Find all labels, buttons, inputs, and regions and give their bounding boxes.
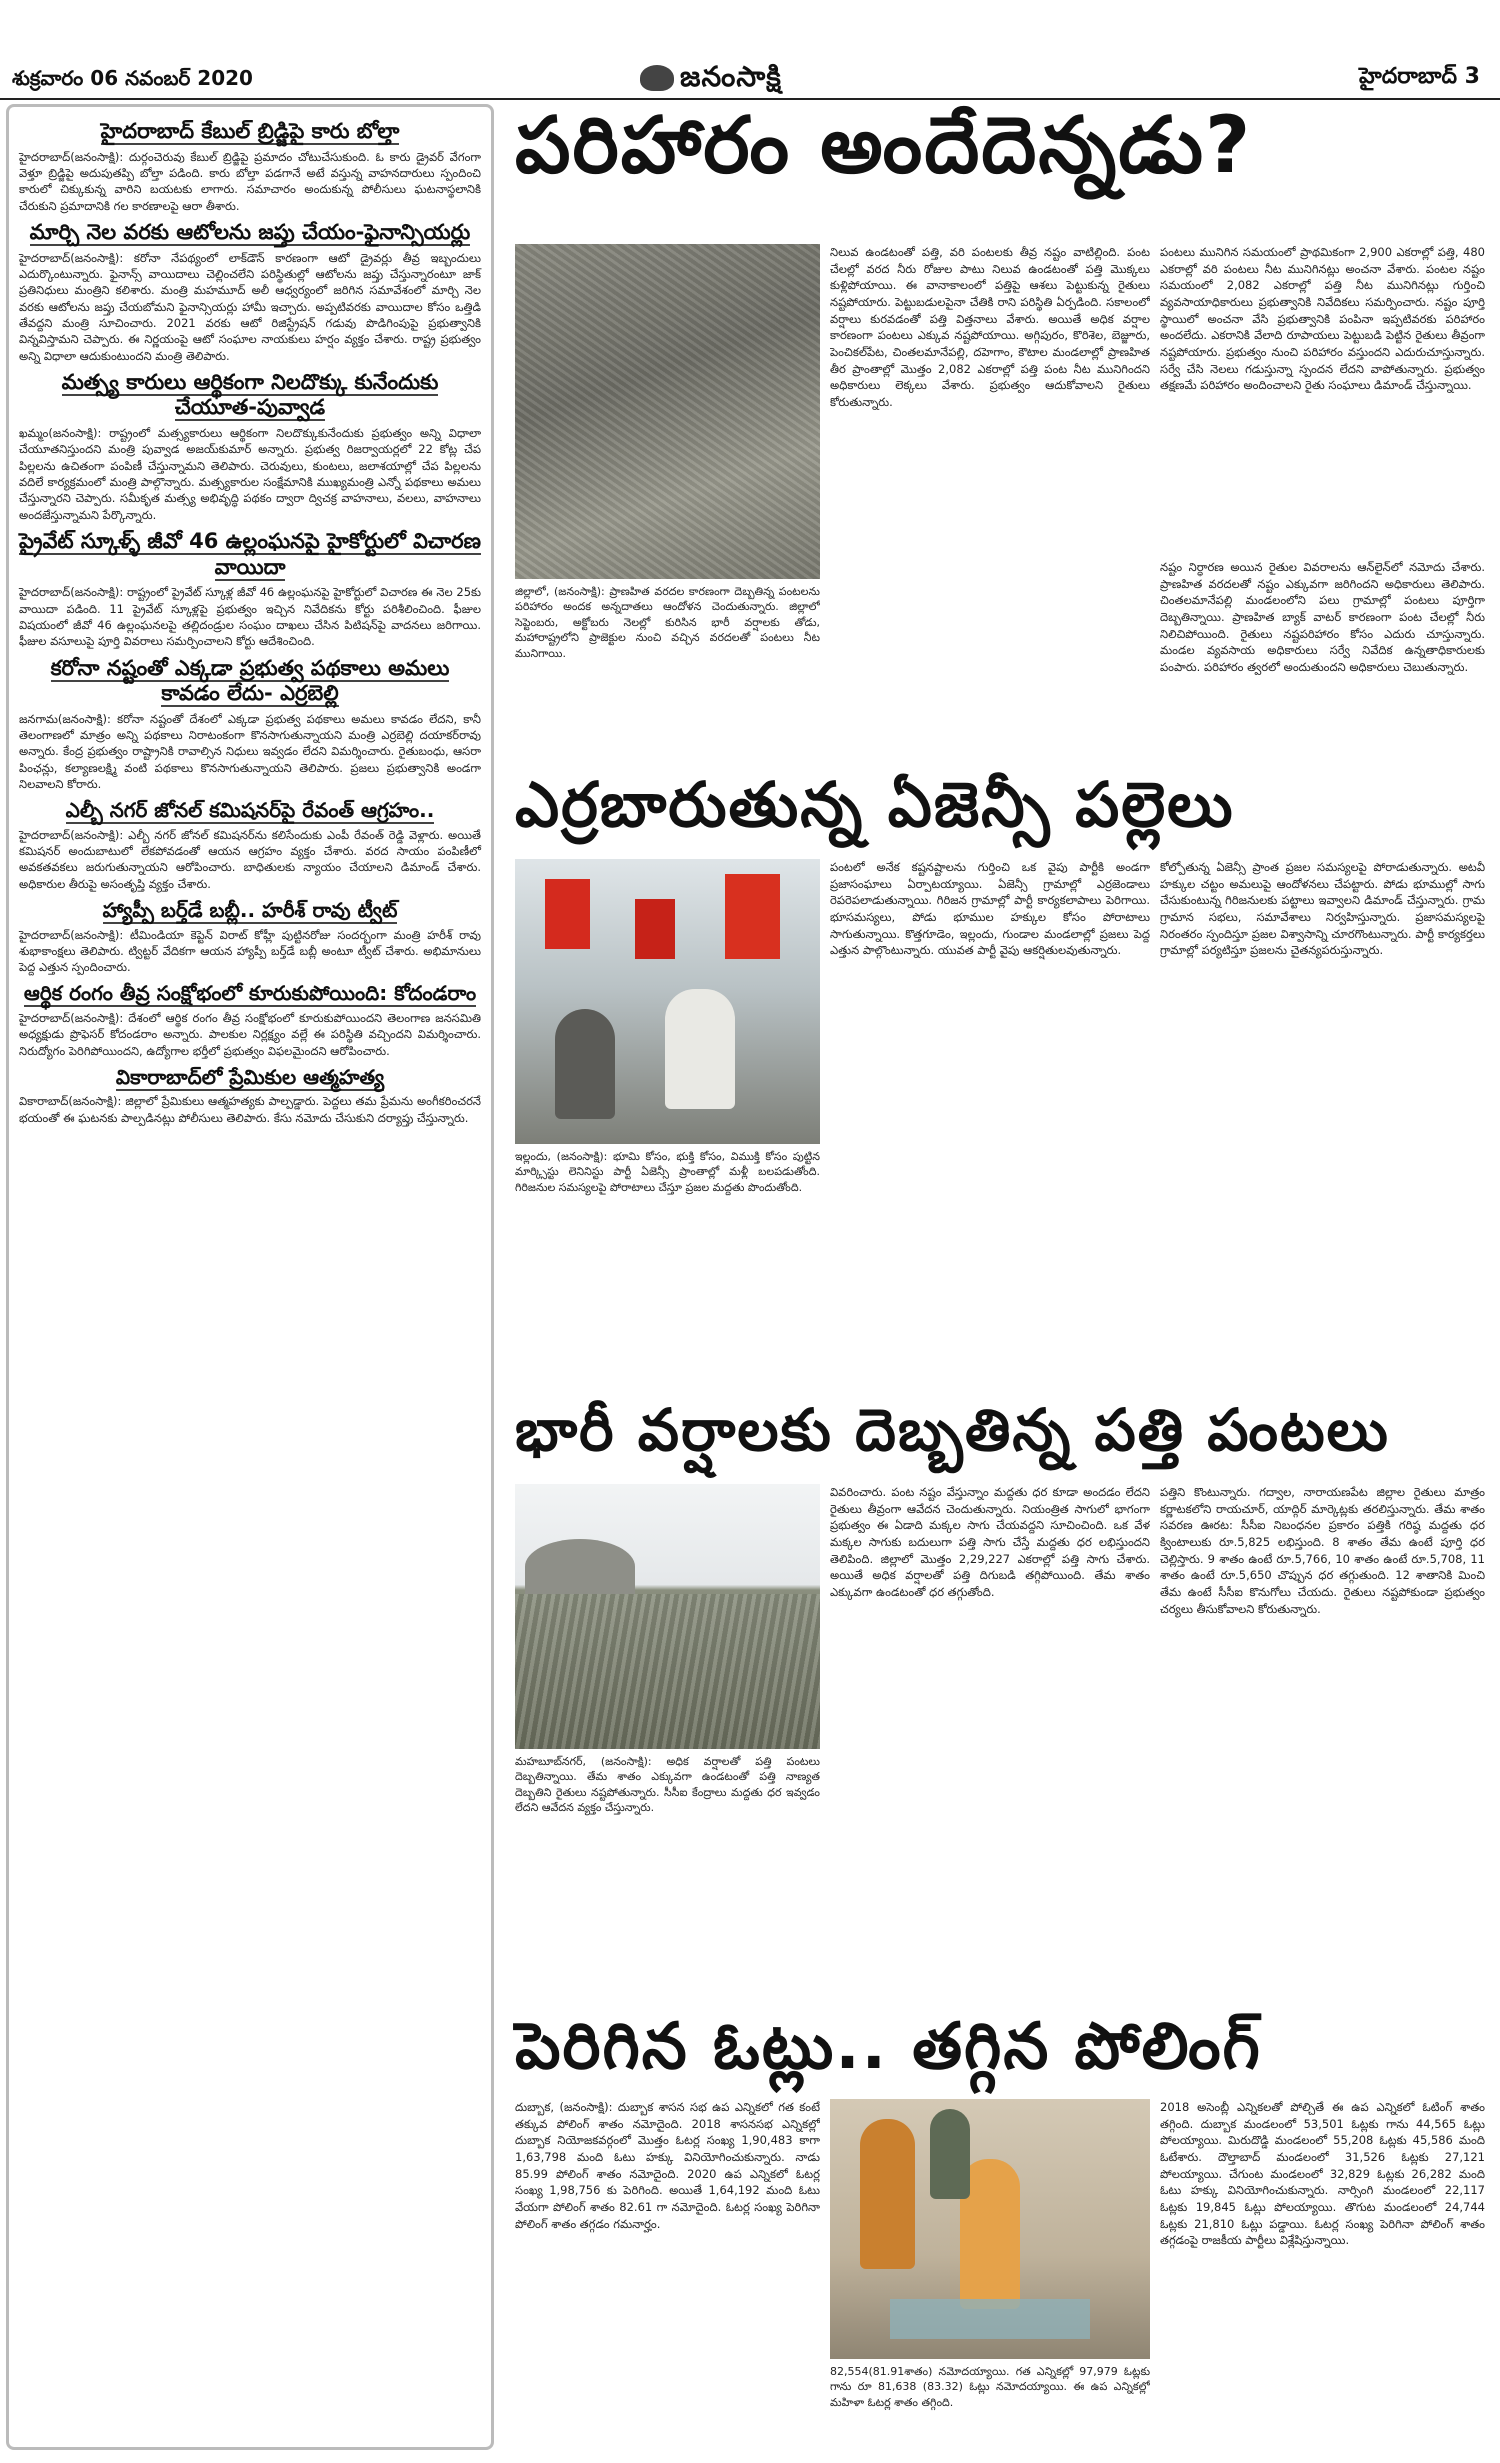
brief-body: ఖమ్మం(జనంసాక్షి): రాష్ట్రంలో మత్స్యకారులు ఆర్థికంగా నిలదొక్కుకునేందుకు ప్రభుత్వం అన్ని విధాలా చేయూతనిస్తుందని మంత్రి పువ్వాడ అజయ్‌కుమార్ అన్నారు. ప్రభుత్వ రిజర్వాయర్లలో 22 కోట్ల చేప పిల్లలను ఉచితంగా పంపిణీ చేస్తున్నామని తెలిపారు. చెరువులు, కుంటలు, జలాశయాల్లో చేప పిల్లలను వదిలే కార్యక్రమంలో మంత్రి పాల్గొన్నారు. మత్స్యకారుల సంక్షేమానికి ముఖ్యమంత్రి ఎన్నో పథకాలు అమలు చేస్తున్నారని చెప్పారు. సమీకృత మత్స్య అభివృద్ధి పథకం ద్వారా ద్విచక్ర వాహనాలు, వలలు, వాహనాలు అందజేస్తున్నామని పేర్కొన్నారు. [19, 426, 481, 522]
brief-headline: మార్చి నెల వరకు ఆటోలను జప్తు చేయం-ఫైనాన్సియర్లు [29, 219, 471, 244]
main-stories [505, 101, 1493, 2450]
brief-body: జనగామ(జనంసాక్షి): కరోనా నష్టంతో దేశంలో ఎక్కడా ప్రభుత్వ పథకాలు అమలు కావడం లేదని, కానీ తెలంగాణలో మాత్రం అన్ని పథకాలు నిరాటంకంగా కొనసాగుతున్నాయని మంత్రి ఎర్రబెల్లి దయాకర్‌రావు అన్నారు. కేంద్ర ప్రభుత్వం రాష్ట్రానికి రావాల్సిన నిధులు ఇవ్వడం లేదని విమర్శించారు. రైతుబంధు, ఆసరా పింఛన్లు, కల్యాణలక్ష్మి వంటి పథకాలు కొనసాగుతున్నాయని తెలిపారు. ప్రజలు ప్రభుత్వానికి అండగా నిలవాలని కోరారు. [19, 711, 481, 792]
masthead [0, 0, 1500, 100]
brief-headline: వికారాబాద్‌లో ప్రేమికుల ఆత్మహత్య [115, 1064, 385, 1089]
story-column: పంటలో అనేక కష్టనష్టాలను గుర్తించి ఒక వైపు పార్టీకి అండగా ప్రజాసంఘాలు ఏర్పాటయ్యాయి. ఏజెన్సీ గ్రామాల్లో ఎర్రజెండాలు రెపరెపలాడుతున్నాయి. గిరిజన గ్రామాల్లో పార్టీ కార్యకలాపాలు పెరిగాయి. భూసమస్యలు, పోడు భూముల హక్కుల కోసం పోరాటాలు సాగుతున్నాయి. కొత్తగూడెం, ఇల్లందు, గుండాల మండలాల్లో ప్రజలు పెద్ద ఎత్తున పాల్గొంటున్నారు. యువత పార్టీ వైపు ఆకర్షితులవుతున్నారు. [830, 860, 1150, 958]
brief-story [19, 656, 481, 793]
newspaper-logo [640, 60, 782, 100]
brief-body: హైదరాబాద్(జనంసాక్షి): కరోనా నేపథ్యంలో లాక్‌డౌన్ కారణంగా ఆటో డ్రైవర్లు తీవ్ర ఇబ్బందులు ఎదుర్కొంటున్నారు. ఫైనాన్స్ వాయిదాలు చెల్లించలేని పరిస్థితుల్లో ఆటోలను జప్తు చేస్తున్నారంటూ జాక్ ప్రతినిధులు మంత్రిని కలిశారు. మంత్రి మహమూద్ అలీ ఆధ్వర్యంలో జరిగిన సమావేశంలో మార్చి నెల వరకు ఆటోలను జప్తు చేయబోమని ఫైనాన్సియర్లు హామీ ఇచ్చారు. అప్పటివరకు వాయిదాల కోసం ఒత్తిడి తేవద్దని మంత్రి సూచించారు. 2021 వరకు ఆటో రిజిస్ట్రేషన్ గడువు పొడిగింపుపై ప్రభుత్వానికి విన్నవిస్తామని చెప్పారు. ఈ నిర్ణయంపై ఆటో సంఘాల నాయకులు హర్షం వ్యక్తం చేశారు. రాష్ట్ర ప్రభుత్వం అన్ని విధాలా ఆదుకుంటుందని మంత్రి తెలిపారు. [19, 250, 481, 363]
brief-story [19, 981, 481, 1058]
story-column: దుబ్బాక, (జనంసాక్షి): దుబ్బాక శాసన సభ ఉప ఎన్నికలో గత కంటే తక్కువ పోలింగ్ శాతం నమోదైంది. 2018 శాసనసభ ఎన్నికల్లో దుబ్బాక నియోజకవర్గంలో మొత్తం ఓటర్ల సంఖ్య 1,90,483 కాగా 1,63,798 మంది ఓటు హక్కు వినియోగించుకున్నారు. నాడు 85.99 పోలింగ్ శాతం నమోదైంది. 2020 ఉప ఎన్నికలో ఓటర్ల సంఖ్య 1,98,756 కు పెరిగింది. అయితే 1,64,192 మంది ఓటు వేయగా పోలింగ్ శాతం 82.61 గా నమోదైంది. ఓటర్ల సంఖ్య పెరిగినా పోలింగ్ శాతం తగ్గడం గమనార్హం. [515, 2100, 820, 2231]
story-column: పంటలు మునిగిన సమయంలో ప్రాథమికంగా 2,900 ఎకరాల్లో పత్తి, 480 ఎకరాల్లో వరి పంటలు నీట మునిగినట్లు అంచనా వేశారు. పంటల నష్టం సమయంలో 2,082 ఎకరాల్లో పత్తి నీట మునిగినట్లు గుర్తించి వ్యవసాయాధికారులు ప్రభుత్వానికి నివేదికలు సమర్పించారు. నష్టం పూర్తి స్థాయిలో అంచనా వేసి ప్రభుత్వానికి పంపినా ఇప్పటివరకు పరిహారం అందలేదు. ఎకరానికి వేలాది రూపాయలు పెట్టుబడి పెట్టిన రైతులు తీవ్రంగా నష్టపోయారు. ప్రభుత్వం నుంచి పరిహారం వస్తుందని ఎదురుచూస్తున్నారు. సర్వే చేసి నెలలు గడుస్తున్నా స్పందన లేదని వాపోతున్నారు. ప్రభుత్వం తక్షణమే పరిహారం అందించాలని రైతు సంఘాలు డిమాండ్ చేస్తున్నాయి. [1160, 245, 1485, 393]
story-headline: పరిహారం అందేదెన్నడు? [515, 101, 1253, 191]
story-column: 2018 అసెంబ్లీ ఎన్నికలతో పోల్చితే ఈ ఉప ఎన్నికలో ఓటింగ్ శాతం తగ్గింది. దుబ్బాక మండలంలో 53,501 ఓట్లకు గాను 44,565 ఓట్లు పోలయ్యాయి. మిరుదొడ్డి మండలంలో 55,208 ఓట్లకు 45,586 మంది ఓటేశారు. దౌల్తాబాద్ మండలంలో 31,526 ఓట్లకు 27,121 పోలయ్యాయి. చేగుంట మండలంలో 32,829 ఓట్లకు 26,282 మంది ఓటు హక్కు వినియోగించుకున్నారు. నార్సింగి మండలంలో 22,117 ఓట్లకు 19,845 ఓట్లు పోలయ్యాయి. తొగుట మండలంలో 24,744 ఓట్లకు 21,810 ఓట్లు పడ్డాయి. ఓటర్ల సంఖ్య పెరిగినా పోలింగ్ శాతం తగ్గడంపై రాజకీయ పార్టీలు విశ్లేషిస్తున్నాయి. [1160, 2100, 1485, 2248]
brief-story [19, 898, 481, 975]
red-flag-icon [545, 879, 590, 949]
brief-body: హైదరాబాద్(జనంసాక్షి): టీమిండియా కెప్టెన్ విరాట్ కోహ్లీ పుట్టినరోజు సందర్భంగా మంత్రి హరీశ్ రావు శుభాకాంక్షలు తెలిపారు. ట్విట్టర్ వేదికగా ఆయన హ్యాప్పీ బర్త్‌డే బబ్లీ అంటూ ట్వీట్ చేశారు. అభిమానులు పెద్ద ఎత్తున స్పందించారు. [19, 927, 481, 975]
polling-booth-photo [830, 2099, 1150, 2359]
brief-headline: ప్రైవేట్ స్కూళ్ళ్ జీవో 46 ఉల్లంఘనపై హైకోర్టులో విచారణ వాయిదా [19, 529, 481, 579]
brief-body: హైదరాబాద్(జనంసాక్షి): రాష్ట్రంలో ప్రైవేట్ స్కూళ్ల జీవో 46 ఉల్లంఘనపై హైకోర్టులో విచారణ ఈ నెల 25కు వాయిదా పడింది. 11 ప్రైవేట్ స్కూళ్లపై ప్రభుత్వం ఇచ్చిన నివేదికను కోర్టు పరిశీలించింది. ఫీజుల విషయంలో జీవో 46 ఉల్లంఘనలపై తల్లిదండ్రుల సంఘం దాఖలు చేసిన పిటిషన్‌పై వాదనలు జరిగాయి. ఫీజుల వసూలుపై పూర్తి వివరాలు సమర్పించాలని కోర్టు ఆదేశించింది. [19, 585, 481, 649]
brief-body: వికారాబాద్(జనంసాక్షి): జిల్లాలో ప్రేమికులు ఆత్మహత్యకు పాల్పడ్డారు. పెద్దలు తమ ప్రేమను అంగీకరించరనే భయంతో ఈ ఘటనకు పాల్పడినట్లు పోలీసులు తెలిపారు. కేసు నమోదు చేసుకుని దర్యాప్తు చేస్తున్నారు. [19, 1094, 481, 1125]
brief-story [19, 1065, 481, 1126]
brief-story [19, 370, 481, 523]
story-headline: భారీ వర్షాలకు దెబ్బతిన్న పత్తి పంటలు [515, 1396, 1390, 1464]
brief-headline: మత్స్య కారులు ఆర్థికంగా నిలదొక్కు కునేందుకు చేయూత-పువ్వాడ [61, 369, 439, 420]
story-headline: ఎర్రబారుతున్న ఏజెన్సీ పల్లెలు [515, 768, 1235, 841]
brief-headline: హ్యాప్పీ బర్త్‌డే బబ్లీ.. హరీశ్ రావు ట్వీట్ [102, 898, 398, 923]
brief-headline: హైదరాబాద్ కేబుల్ బ్రిడ్జిపై కారు బోల్తా [100, 119, 400, 143]
photo-caption: ఇల్లందు, (జనంసాక్షి): భూమి కోసం, భుక్తి కోసం, విముక్తి కోసం పుట్టిన మార్క్సిస్టు లెనినిస్టు పార్టీ ఏజెన్సీ ప్రాంతాల్లో మళ్లీ బలపడుతోంది. గిరిజనుల సమస్యలపై పోరాటాలు చేస్తూ ప్రజల మద్దతు పొందుతోంది. [515, 1150, 820, 1194]
rally-photo [515, 859, 820, 1144]
brief-body: హైదరాబాద్(జనంసాక్షి): దేశంలో ఆర్థిక రంగం తీవ్ర సంక్షోభంలో కూరుకుపోయిందని తెలంగాణ జనసమితి అధ్యక్షుడు ప్రొఫెసర్ కోదండరాం అన్నారు. పాలకుల నిర్లక్ష్యం వల్లే ఈ పరిస్థితి వచ్చిందని విమర్శించారు. నిరుద్యోగం పెరిగిపోయిందని, ఉద్యోగాల భర్తీలో ప్రభుత్వం విఫలమైందని ఆరోపించారు. [19, 1010, 481, 1058]
story-column: నష్టం నిర్ధారణ అయిన రైతుల వివరాలను ఆన్‌లైన్‌లో నమోదు చేశారు. ప్రాణహిత వరదలతో నష్టం ఎక్కువగా జరిగిందని అధికారులు తెలిపారు. చింతలమానేపల్లి మండలంలోని పలు గ్రామాల్లో పంటలు పూర్తిగా దెబ్బతిన్నాయి. ప్రాణహిత బ్యాక్ వాటర్ కారణంగా పంట చేలల్లో నీరు నిలిచిపోయింది. రైతులు నష్టపరిహారం కోసం ఎదురు చూస్తున్నారు. మండల వ్యవసాయ అధికారులు సర్వే నివేదిక ఉన్నతాధికారులకు పంపారు. పరిహారం త్వరలో అందుతుందని అధికారులు చెబుతున్నారు. [1160, 560, 1485, 675]
photo-caption: మహబూబ్‌నగర్, (జనంసాక్షి): అధిక వర్షాలతో పత్తి పంటలు దెబ్బతిన్నాయి. తేమ శాతం ఎక్కువగా ఉండటంతో పత్తి నాణ్యత దెబ్బతిని రైతులు నష్టపోతున్నారు. సీసీఐ కేంద్రాలు మద్దతు ధర ఇవ్వడం లేదని ఆవేదన వ్యక్తం చేస్తున్నారు. [515, 1755, 820, 1815]
brief-headline: ఆర్థిక రంగం తీవ్ర సంక్షోభంలో కూరుకుపోయింది: కోదండరాం [23, 981, 477, 1006]
photo-caption: జిల్లాలో, (జనంసాక్షి): ప్రాణహిత వరదల కారణంగా దెబ్బతిన్న పంటలను పరిహారం అందక అన్నదాతలు ఆందోళన చెందుతున్నారు. జిల్లాలో సెప్టెంబరు, అక్టోబరు నెలల్లో కురిసిన భారీ వర్షాలకు తోడు, మహారాష్ట్రలోని ప్రాజెక్టుల నుంచి వచ్చిన వరదలతో పంటలు నీట మునిగాయి. [515, 585, 820, 660]
news-briefs-sidebar [6, 104, 494, 2450]
brief-story [19, 798, 481, 892]
brief-story [19, 119, 481, 214]
flooded-crop-photo [515, 244, 820, 579]
brief-body: హైదరాబాద్(జనంసాక్షి): ఎల్బీ నగర్ జోనల్ కమిషనర్‌ను కలిసేందుకు ఎంపీ రేవంత్ రెడ్డి వెళ్లారు. అయితే కమిషనర్ అందుబాటులో లేకపోవడంతో ఆయన ఆగ్రహం వ్యక్తం చేశారు. వరద సాయం పంపిణీలో అవకతవకలు జరుగుతున్నాయని ఆరోపించారు. బాధితులకు న్యాయం చేయాలని డిమాండ్ చేశారు. అధికారుల తీరుపై అసంతృప్తి వ్యక్తం చేశారు. [19, 827, 481, 891]
city-page-number: హైదరాబాద్ 3 [1359, 64, 1480, 89]
story-column: కోల్పోతున్న ఏజెన్సీ ప్రాంత ప్రజల సమస్యలపై పోరాడుతున్నారు. అటవీ హక్కుల చట్టం అమలుపై ఆందోళనలు చేపట్టారు. పోడు భూముల్లో సాగు చేసుకుంటున్న గిరిజనులకు పట్టాలు ఇవ్వాలని డిమాండ్ చేస్తున్నారు. గ్రామ గ్రామాన సభలు, సమావేశాలు నిర్వహిస్తున్నారు. ప్రజాసమస్యలపై నిరంతరం స్పందిస్తూ ప్రజల విశ్వాసాన్ని చూరగొంటున్నారు. పార్టీ కార్యకర్తలు గ్రామాల్లో పర్యటిస్తూ ప్రజలను చైతన్యపరుస్తున్నారు. [1160, 860, 1485, 958]
red-flag-icon [635, 899, 675, 959]
story-column: పత్తిని కొంటున్నారు. గద్వాల, నారాయణపేట జిల్లాల రైతులు మాత్రం కర్ణాటకలోని రాయచూర్, యాద్గిర్ మార్కెట్లకు తరలిస్తున్నారు. తేమ శాతం సవరణ ఊరట: సీసీఐ నిబంధనల ప్రకారం పత్తికి గరిష్ఠ మద్దతు ధర క్వింటాలుకు రూ.5,825 లభిస్తుంది. 8 శాతం తేమ ఉంటే పూర్తి ధర చెల్లిస్తారు. 9 శాతం ఉంటే రూ.5,766, 10 శాతం ఉంటే రూ.5,708, 11 శాతం ఉంటే రూ.5,650 చొప్పున ధర తగ్గుతుంది. 12 శాతానికి మించి తేమ ఉంటే సీసీఐ కొనుగోలు చేయదు. రైతులు నష్టపోకుండా ప్రభుత్వం చర్యలు తీసుకోవాలని కోరుతున్నారు. [1160, 1485, 1485, 1616]
logo-text: జనంసాక్షి [680, 60, 782, 93]
cotton-field-photo [515, 1484, 820, 1749]
brief-story [19, 220, 481, 364]
brief-headline: కరోనా నష్టంతో ఎక్కడా ప్రభుత్వ పథకాలు అమలు కావడం లేదు- ఎర్రబెల్లి [50, 655, 450, 706]
red-flag-icon [725, 874, 780, 959]
photo-caption: 82,554(81.91శాతం) నమోదయ్యాయి. గత ఎన్నికల్లో 97,979 ఓట్లకు గాను రూ 81,638 (83.32) ఓట్లు నమోదయ్యాయి. ఈ ఉప ఎన్నికల్లో మహిళా ఓటర్ల శాతం తగ్గింది. [830, 2365, 1150, 2409]
brief-story [19, 529, 481, 650]
issue-date: శుక్రవారం 06 నవంబర్ 2020 [12, 66, 253, 90]
logo-icon [640, 65, 674, 91]
story-column: నిలువ ఉండటంతో పత్తి, వరి పంటలకు తీవ్ర నష్టం వాటిల్లింది. పంట చేలల్లో వరద నీరు రోజుల పాటు నిలువ ఉండటంతో పత్తి మొక్కలు కుళ్లిపోయాయి. ఈ వానాకాలంలో పత్తిపై ఆశలు పెట్టుకున్న రైతులు నష్టపోయారు. పెట్టుబడులపైనా చేతికి రాని పరిస్థితి ఏర్పడింది. సకాలంలో వర్షాలు కురవడంతో పత్తి విత్తనాలు వేశారు. అయితే అధిక వర్షాల కారణంగా పంటలు ఎక్కువ నష్టపోయాయి. అగ్గిపురం, కొరిశెల, బెజ్జూరు, పెంచికల్‌పేట, చింతలమానేపల్లి, దహెగాం, కౌటాల మండలాల్లో ప్రాణహిత తీర ప్రాంతాల్లో మొత్తం 2,082 ఎకరాల్లో పత్తి పంట నీట మునిగిందని అధికారులు లెక్కలు వేశారు. ప్రభుత్వం ఆదుకోవాలని రైతులు కోరుతున్నారు. [830, 245, 1150, 410]
brief-body: హైదరాబాద్(జనంసాక్షి): దుర్గంచెరువు కేబుల్ బ్రిడ్జిపై ప్రమాదం చోటుచేసుకుంది. ఓ కారు డ్రైవర్ వేగంగా వెళ్తూ బ్రిడ్జిపై అదుపుతప్పి బోల్తా పడింది. కారు బోల్తా పడగానే అటే వస్తున్న వాహనదారులు స్పందించి కారులో చిక్కుకున్న వారిని బయటకు లాగారు. సమాచారం అందుకున్న పోలీసులు ఘటనాస్థలానికి చేరుకుని ప్రమాదానికి గల కారణాలపై ఆరా తీశారు. [19, 149, 481, 213]
story-headline: పెరిగిన ఓట్లు.. తగ్గిన పోలింగ్ [515, 2010, 1262, 2084]
brief-headline: ఎల్బీ నగర్ జోనల్ కమిషనర్‌పై రేవంత్ ఆగ్రహం.. [65, 798, 435, 823]
story-column: వివరించారు. పంట నష్టం వేస్తున్నాం మద్దతు ధర కూడా అందడం లేదని రైతులు తీవ్రంగా ఆవేదన చెందుతున్నారు. నియంత్రిత సాగులో భాగంగా ప్రభుత్వం ఈ ఏడాది మక్కల సాగు చేయవద్దని సూచించింది. ఒక వేళ మక్కల సాగుకు బదులుగా పత్తి సాగు చేస్తే మద్దతు ధర లభిస్తుందని తెలిపింది. జిల్లాలో మొత్తం 2,29,227 ఎకరాల్లో పత్తి సాగు చేశారు. అయితే అధిక వర్షాలతో పత్తి దిగుబడి తగ్గిపోయింది. తేమ శాతం ఎక్కువగా ఉండటంతో ధర తగ్గుతోంది. [830, 1485, 1150, 1600]
